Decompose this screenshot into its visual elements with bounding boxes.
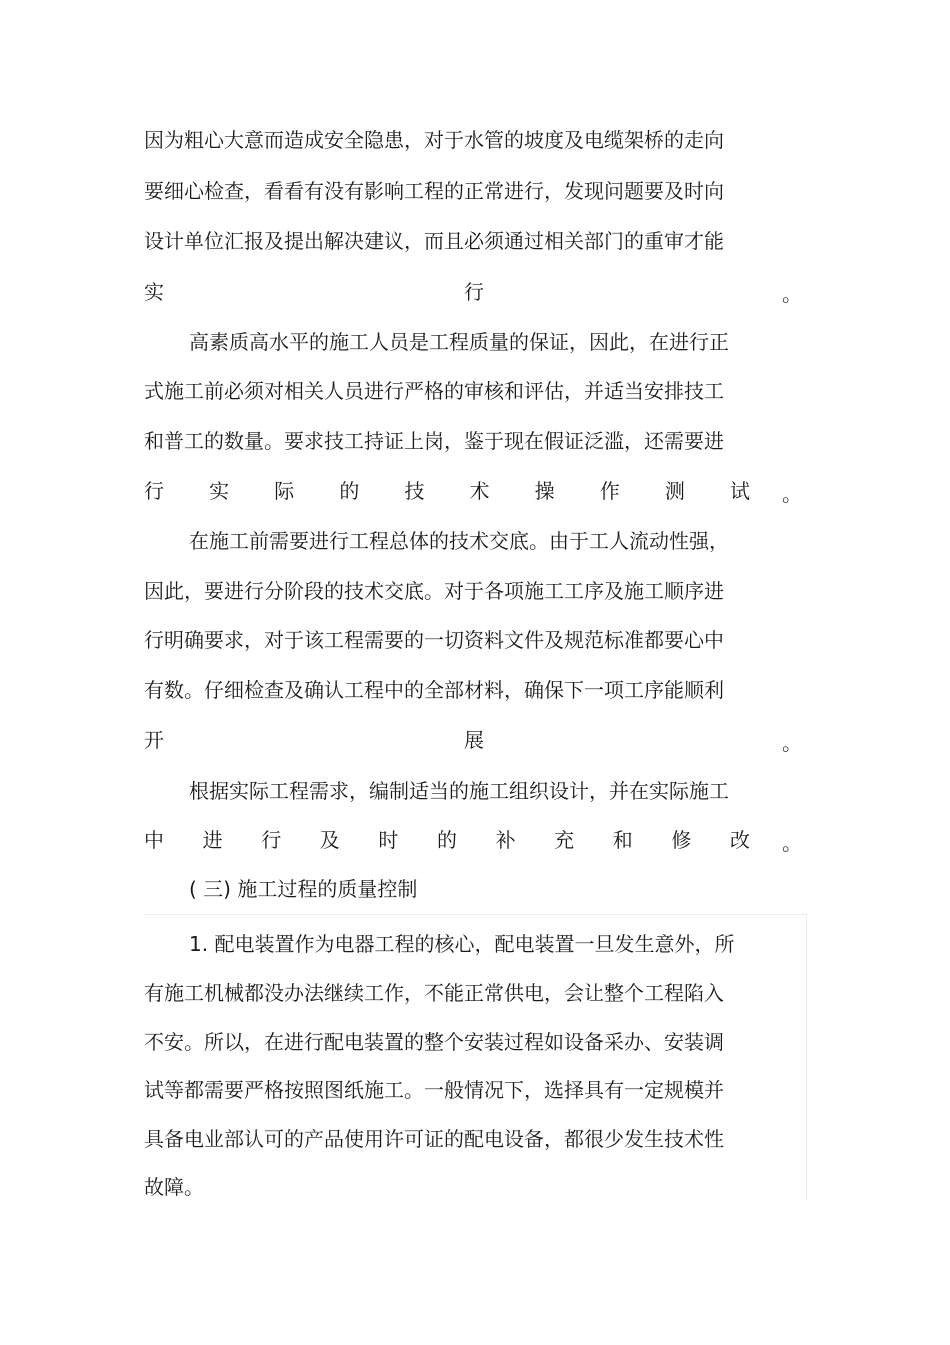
paragraph-line: 有施工机械都没办法继续工作，不能正常供电，会让整个工程陷入 (144, 981, 724, 1005)
char: 实 (144, 280, 164, 304)
paragraph-line: 行明确要求，对于该工程需要的一切资料文件及规范标准都要心中 (144, 628, 724, 652)
paragraph-line-justified (144, 278, 750, 306)
paragraph-line: 不安。所以，在进行配电装置的整个安装过程如设备采办、安装调 (144, 1030, 724, 1054)
char: 充 (554, 828, 575, 852)
char: 际 (274, 479, 295, 503)
paragraph-line: 故障。 (144, 1175, 204, 1199)
char: 实 (209, 479, 230, 503)
char: 测 (664, 479, 685, 503)
paragraph-end-mark: 。 (782, 731, 802, 755)
paragraph-line: 有数。仔细检查及确认工程中的全部材料，确保下一项工序能顺利 (144, 678, 724, 702)
char: 的 (436, 828, 457, 852)
paragraph-line-justified (144, 477, 750, 505)
section-heading: ( 三) 施工过程的质量控制 (189, 877, 418, 901)
char: 技 (404, 479, 425, 503)
paragraph-end-mark: 。 (782, 282, 802, 306)
char: 作 (599, 479, 620, 503)
paragraph-line: 在施工前需要进行工程总体的技术交底。由于工人流动性强， (189, 529, 729, 553)
char: 术 (469, 479, 490, 503)
paragraph-end-mark: 。 (782, 831, 802, 855)
paragraph-line-justified (144, 726, 750, 754)
char: 时 (378, 828, 399, 852)
char: 操 (534, 479, 555, 503)
paragraph-line: 高素质高水平的施工人员是工程质量的保证，因此，在进行正 (189, 330, 729, 354)
paragraph-line: 因此，要进行分阶段的技术交底。对于各项施工工序及施工顺序进 (144, 579, 724, 603)
char: 进 (202, 828, 223, 852)
paragraph-line: 设计单位汇报及提出解决建议，而且必须通过相关部门的重审才能 (144, 229, 724, 253)
char: 行 (464, 280, 484, 304)
char: 和 (612, 828, 633, 852)
paragraph-line: 因为粗心大意而造成安全隐患，对于水管的坡度及电缆架桥的走向 (144, 128, 724, 152)
char: 的 (339, 479, 360, 503)
paragraph-line-justified (144, 826, 750, 854)
char: 展 (464, 728, 484, 752)
paragraph-line: 根据实际工程需求，编制适当的施工组织设计，并在实际施工 (189, 779, 729, 803)
paragraph-line: 和普工的数量。要求技工持证上岗，鉴于现在假证泛滥，还需要进 (144, 429, 724, 453)
paragraph-line: 试等都需要严格按照图纸施工。一般情况下，选择具有一定规模并 (144, 1078, 724, 1102)
char: 中 (144, 828, 164, 852)
paragraph-line: 1. 配电装置作为电器工程的核心，配电装置一旦发生意外，所 (189, 932, 735, 956)
char: 行 (261, 828, 282, 852)
char: 行 (144, 479, 164, 503)
char: 补 (495, 828, 516, 852)
paragraph-end-mark: 。 (782, 482, 802, 506)
char: 试 (729, 479, 750, 503)
char: 及 (319, 828, 340, 852)
paragraph-line: 具备电业部认可的产品使用许可证的配电设备，都很少发生技术性 (144, 1127, 724, 1151)
char: 改 (729, 828, 750, 852)
paragraph-line: 要细心检查，看看有没有影响工程的正常进行，发现问题要及时向 (144, 179, 724, 203)
char: 修 (671, 828, 692, 852)
char: 开 (144, 728, 164, 752)
paragraph-line: 式施工前必须对相关人员进行严格的审核和评估，并适当安排技工 (144, 379, 724, 403)
